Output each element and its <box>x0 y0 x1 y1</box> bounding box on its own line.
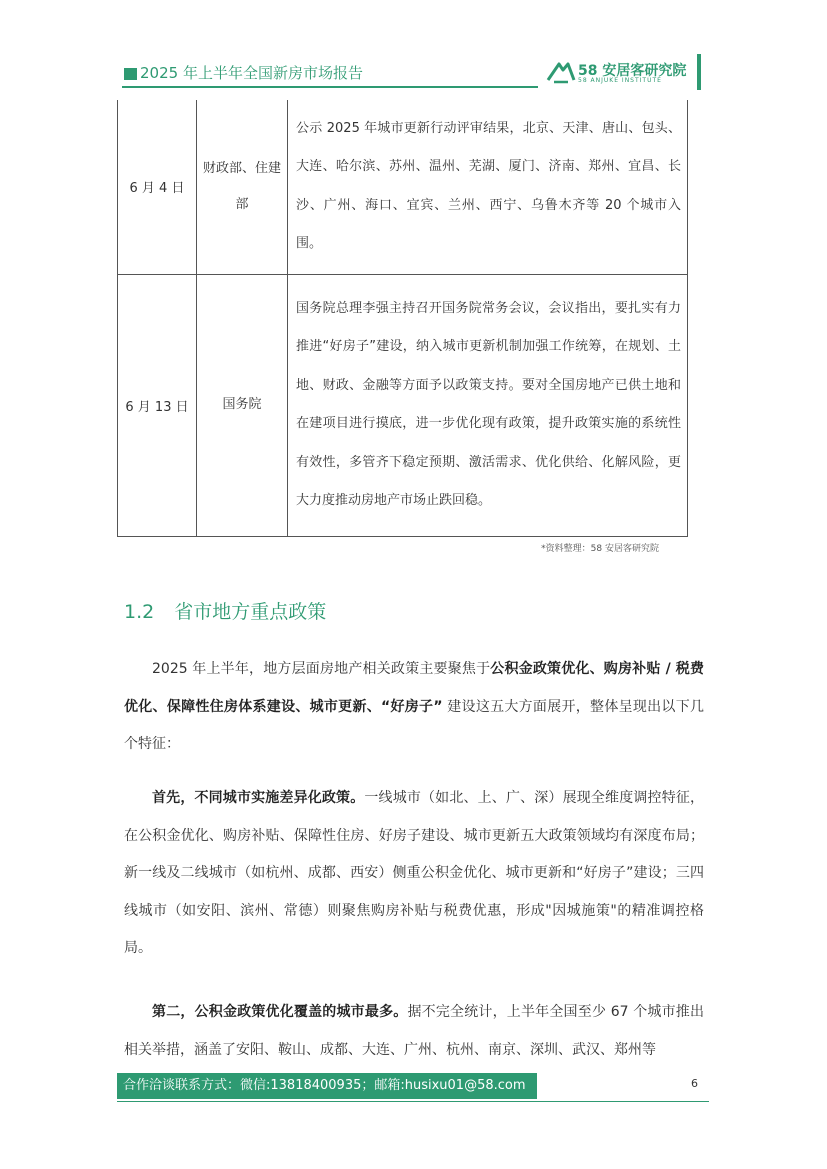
report-title: 2025 年上半年全国新房市场报告 <box>140 64 363 82</box>
row-department: 国务院 <box>197 274 288 536</box>
paragraph-first-feature <box>124 780 704 968</box>
logo-accent-bar <box>697 54 701 90</box>
row-department: 财政部、住建部 <box>197 100 288 274</box>
institute-logo <box>546 58 696 88</box>
paragraph-second-feature <box>124 994 704 1070</box>
page-number: 6 <box>691 1077 698 1090</box>
section-heading <box>124 597 326 624</box>
paragraph-emphasis: 第二，公积金政策优化覆盖的城市最多。 <box>152 1004 408 1020</box>
row-date: 6 月 4 日 <box>118 100 197 274</box>
paragraph-intro <box>124 651 704 764</box>
row-content: 国务院总理李强主持召开国务院常务会议，会议指出，要扎实有力推进“好房子”建设，纳入城市更新机制加强工作统筹，在规划、土地、财政、金融等方面予以政策支持。要对全国房地产已供土地和在建项目进行摸底，进一步优化现有政策，提升政策实施的系统性有效性，多管齐下稳定预期、激活需求、优化供给、化解风险，更大力度推动房地产市场止跌回稳。 <box>288 274 688 536</box>
table-row <box>118 274 688 536</box>
policy-table <box>117 100 688 537</box>
header-divider <box>122 86 538 88</box>
table-row <box>118 100 688 274</box>
paragraph-tail: 建设这五大方面展开，整体呈现出以下几个特征： <box>124 698 704 752</box>
logo-mark-icon <box>546 60 576 86</box>
section-title: 省市地方重点政策 <box>174 601 327 623</box>
logo-main-text: 58 安居客研究院 <box>578 63 687 79</box>
paragraph-emphasis: 首先，不同城市实施差异化政策。 <box>152 790 365 806</box>
paragraph-body: 据不完全统计，上半年全国至少 67 个城市推出相关举措，涵盖了安阳、鞍山、成都、大连、广州、杭州、南京、深圳、武汉、郑州等 <box>124 1004 704 1058</box>
row-content: 公示 2025 年城市更新行动评审结果，北京、天津、唐山、包头、大连、哈尔滨、苏州、温州、芜湖、厦门、济南、郑州、宜昌、长沙、广州、海口、宜宾、兰州、西宁、乌鲁木齐等 20 个城市入围。 <box>288 100 688 274</box>
paragraph-body: 一线城市（如北、上、广、深）展现全维度调控特征，在公积金优化、购房补贴、保障性住房、好房子建设、城市更新五大政策领域均有深度布局；新一线及二线城市（如杭州、成都、西安）侧重公积金优化、城市更新和“好房子”建设；三四线城市（如安阳、滨州、常德）则聚焦购房补贴与税费优惠，形成"因城施策"的精准调控格局。 <box>124 790 705 956</box>
footer-divider <box>117 1101 709 1102</box>
paragraph-emphasis: 公积金政策优化、购房补贴 / 税费优化、保障性住房体系建设、城市更新、“好房子” <box>124 661 704 715</box>
row-date: 6 月 13 日 <box>118 274 197 536</box>
footer-contact: 合作洽谈联系方式：微信:13818400935；邮箱:husixu01@58.com <box>117 1073 537 1099</box>
paragraph-lead: 2025 年上半年，地方层面房地产相关政策主要聚焦于 <box>152 661 491 677</box>
header-square-icon <box>124 68 137 80</box>
section-number: 1.2 <box>124 601 155 623</box>
source-note: *资料整理：58 安居客研究院 <box>541 544 659 554</box>
logo-sub-text: 58 ANJUKE INSTITUTE <box>578 77 662 84</box>
